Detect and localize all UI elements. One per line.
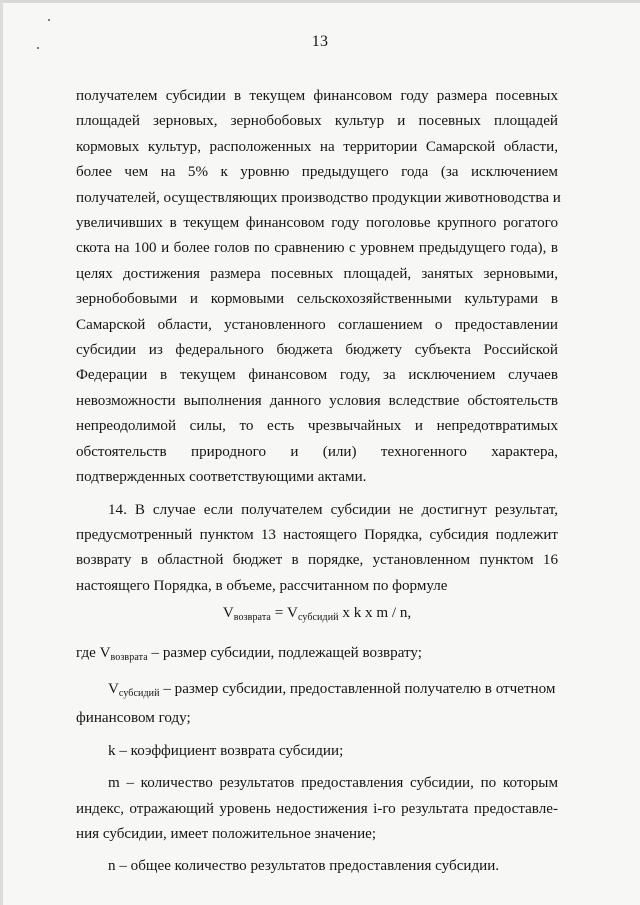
definition-m-line: ния субсидии, имеет положительное значение; [76,825,377,842]
paragraph-line: возврату в областной бюджет в порядке, установленном пунктом 16 [76,552,558,569]
paragraph-line: невозможности выполнения данного условия вследствие обстоятельств [76,392,558,409]
continued-paragraph [76,84,561,491]
scan-edge-top [0,0,640,3]
definition-where-subscript: возврата [110,651,148,663]
definition-v-subsidy-text: – размер субсидии, предоставленной получателю в отчетном [159,680,556,697]
scan-edge-left [0,0,3,905]
definition-k: k – коэффициент возврата субсидии; [108,742,344,759]
paragraph-gap [76,670,558,677]
paragraph-gap [76,847,558,854]
paragraph-line: площадей зерновых, зернобобовых культур и посевных площадей [76,113,558,130]
paragraph-line: целях достижения размера посевных площадей, занятых зерновыми, [76,265,558,282]
formula-equals: = [270,605,288,622]
paragraph-line: более чем на 5% к уровню предыдущего года (за исключением [76,164,558,181]
paragraph-line: 14. В случае если получателем субсидии не достигнут результат, [108,501,558,518]
paragraph-line: кормовых культур, расположенных на территории Самарской области, [76,138,558,155]
paragraph-line: предусмотренный пунктом 13 настоящего Порядка, субсидия подлежит [76,526,558,543]
paragraph-line: скота на 100 и более голов по сравнению с уровнем предыдущего года), в [76,240,558,257]
return-formula [76,601,558,630]
formula-rest: x k x m / n, [338,605,412,622]
formula-definitions [76,641,558,880]
definition-v-subsidy-subscript: субсидий [118,687,160,699]
page-number: 13 [311,33,329,50]
paragraph-line: получателей, осуществляющих производство продукции животноводства и [76,189,561,206]
paragraph-line: субсидии из федерального бюджета бюджету субъекта Российской [76,342,558,359]
formula-v-subsidy-subscript: субсидий [297,612,339,624]
definition-where-text: – размер субсидии, подлежащей возврату; [147,644,422,661]
paragraph-line: Самарской области, установленного соглашением о предоставлении [76,316,558,333]
definition-m-line: m – количество результатов предоставления субсидии, по которым [108,775,558,792]
paragraph-14 [76,498,558,600]
paragraph-line: увеличивших в текущем финансовом году поголовье крупного рогатого [76,215,558,232]
paragraph-line: Федерации в текущем финансовом году, за исключением случаев [76,367,558,384]
definition-where-prefix: где V [76,644,111,661]
formula-v-return-subscript: возврата [233,612,271,624]
paragraph-last-line: настоящего Порядка, в объеме, рассчитанном по формуле [76,577,448,594]
paragraph-line: зернобобовыми и кормовыми сельскохозяйственными культурами в [76,291,558,308]
formula-v-return: V [222,605,234,622]
paragraph-last-line: подтвержденных соответствующими актами. [76,469,367,486]
document-body [76,84,561,880]
paragraph-gap [76,491,558,498]
definition-m-line: индекс, отражающий уровень недостижения i-го результата предоставле- [76,800,558,817]
definition-v-return [76,641,558,670]
paragraph-line: получателем субсидии в текущем финансовом году размера посевных [76,88,558,104]
definition-v-subsidy-continuation: финансовом году; [76,710,191,727]
paragraph-gap [76,764,558,771]
paragraph-line: непреодолимой силы, то есть чрезвычайных и непредотвратимых [76,418,558,435]
formula-v-subsidy: V [287,605,298,622]
definition-v-subsidy [76,677,558,706]
definition-v-subsidy-symbol: V [108,680,119,697]
scan-speck [48,19,50,21]
paragraph-gap [76,732,558,739]
definition-n: n – общее количество результатов предоставления субсидии. [108,858,500,875]
paragraph-line: обстоятельств природного и (или) техногенного характера, [76,443,558,460]
